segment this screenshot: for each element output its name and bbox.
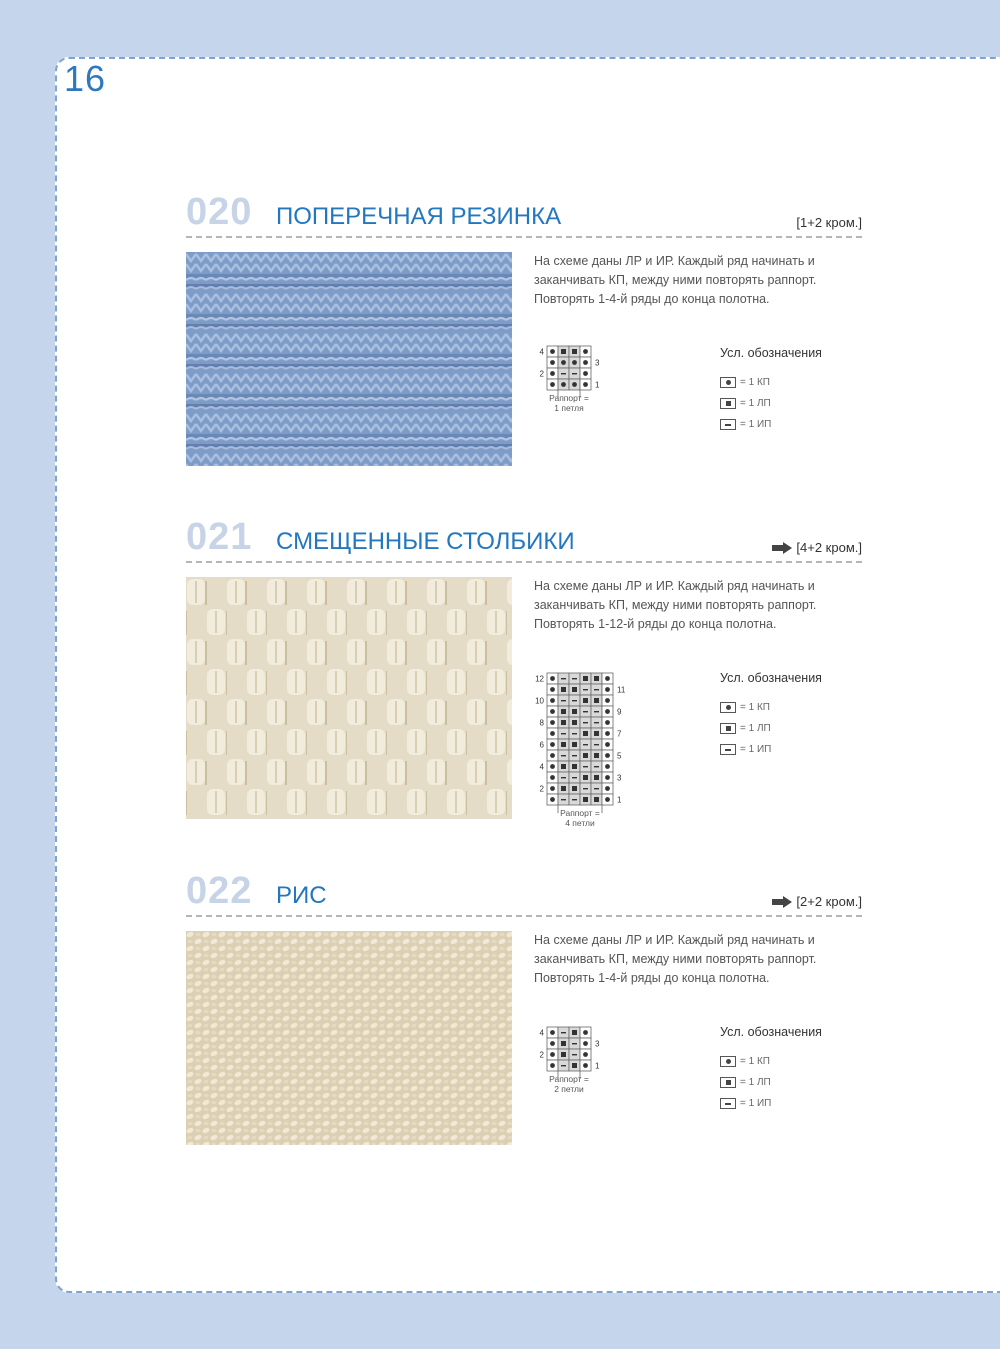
chart-cell: [547, 673, 558, 684]
chart-cell: [547, 739, 558, 750]
chart-cell: [602, 717, 613, 728]
chart-cell: [558, 684, 569, 695]
row-number-label: 11: [617, 685, 626, 695]
chart-cell: [580, 794, 591, 805]
chart-cell: [547, 794, 558, 805]
chart-cell: [547, 750, 558, 761]
rapport-label: 2 петли: [554, 1084, 584, 1094]
chart-cell: [591, 750, 602, 761]
chart-cell: [558, 1027, 569, 1038]
pattern-section-021: [186, 516, 862, 841]
edge-stitches: [772, 540, 862, 555]
pattern-description: На схеме даны ЛР и ИР. Каждый ряд начинать и заканчивать КП, между ними повторять раппорт. Повторять 1-4-й ряды до конца полотна.: [534, 933, 817, 985]
legend: [720, 346, 822, 435]
chart-cell: [580, 684, 591, 695]
chart-cell: [602, 783, 613, 794]
edge-stitches-label: [1+2 кром.]: [796, 215, 862, 230]
chart-cell: [591, 772, 602, 783]
chart-cell: [580, 357, 591, 368]
row-number-label: 2: [539, 1050, 544, 1060]
chart-cell: [558, 695, 569, 706]
chart-cell: [580, 750, 591, 761]
chart-cell: [569, 368, 580, 379]
chart-cell: [580, 739, 591, 750]
square-icon: [720, 398, 736, 409]
chart-cell: [547, 1038, 558, 1049]
dash-icon: [720, 1098, 736, 1109]
chart-cell: [547, 346, 558, 357]
chart-cell: [558, 772, 569, 783]
chart-cell: [569, 379, 580, 390]
rapport-label: Раппорт =: [560, 808, 600, 818]
row-number-label: 4: [539, 762, 544, 772]
row-number-label: 1: [595, 1061, 600, 1071]
chart-cell: [558, 761, 569, 772]
chart-cell: [602, 794, 613, 805]
row-number-label: 5: [617, 751, 622, 761]
chart-cell: [591, 728, 602, 739]
chart-cell: [569, 772, 580, 783]
edge-stitches-label: [2+2 кром.]: [796, 894, 862, 909]
chart-cell: [602, 706, 613, 717]
chart-cell: [547, 783, 558, 794]
rapport-label: 4 петли: [565, 818, 595, 828]
chart-cell: [569, 357, 580, 368]
pattern-description: На схеме даны ЛР и ИР. Каждый ряд начинать и заканчивать КП, между ними повторять раппорт. Повторять 1-4-й ряды до конца полотна.: [534, 254, 817, 306]
legend-title: Усл. обозначения: [720, 1025, 822, 1039]
legend-item-ip: = 1 ИП: [720, 414, 822, 435]
edge-stitches: [796, 215, 862, 230]
legend-item-kp: = 1 КП: [720, 1051, 822, 1072]
chart-cell: [558, 1049, 569, 1060]
chart-cell: [558, 739, 569, 750]
chart-cell: [547, 706, 558, 717]
chart-cell: [569, 695, 580, 706]
chart-cell: [558, 673, 569, 684]
chart-cell: [569, 1060, 580, 1071]
rapport-label: Раппорт =: [549, 1074, 589, 1084]
section-header: [186, 516, 862, 563]
chart-cell: [547, 379, 558, 390]
page-number: 16: [64, 58, 107, 99]
chart-cell: [558, 794, 569, 805]
row-number-label: 12: [535, 674, 544, 684]
chart-cell: [580, 772, 591, 783]
chart-cell: [580, 379, 591, 390]
chart-cell: [602, 761, 613, 772]
chart-cell: [558, 357, 569, 368]
pattern-title: ПОПЕРЕЧНАЯ РЕЗИНКА: [276, 203, 562, 230]
chart-cell: [569, 1049, 580, 1060]
chart-cell: [558, 1060, 569, 1071]
chart-cell: [569, 1038, 580, 1049]
chart-cell: [591, 684, 602, 695]
edge-stitches: [772, 894, 862, 909]
direction-arrow-icon: [772, 896, 792, 908]
chart-cell: [547, 357, 558, 368]
pattern-section-020: [186, 191, 862, 476]
row-number-label: 4: [539, 1028, 544, 1038]
chart-cell: [580, 346, 591, 357]
chart-cell: [569, 346, 580, 357]
chart-cell: [602, 684, 613, 695]
chart-cell: [602, 728, 613, 739]
dash-icon: [720, 744, 736, 755]
chart-cell: [547, 684, 558, 695]
chart-cell: [602, 673, 613, 684]
chart-cell: [580, 717, 591, 728]
legend-item-kp: = 1 КП: [720, 697, 822, 718]
rapport-label: Раппорт =: [549, 393, 589, 403]
chart-cell: [547, 368, 558, 379]
row-number-label: 8: [539, 718, 544, 728]
chart-cell: [580, 706, 591, 717]
chart-cell: [602, 772, 613, 783]
row-number-label: 3: [595, 1039, 600, 1049]
knitting-chart: [534, 344, 614, 436]
knit-swatch-photo: [186, 931, 512, 1145]
pattern-title: РИС: [276, 882, 327, 909]
chart-cell: [547, 1049, 558, 1060]
chart-cell: [591, 761, 602, 772]
direction-arrow-icon: [772, 542, 792, 554]
pattern-section-022: [186, 870, 862, 1155]
chart-cell: [602, 750, 613, 761]
legend-item-kp: = 1 КП: [720, 372, 822, 393]
rapport-label: 1 петля: [554, 403, 584, 413]
knitting-chart: [534, 1025, 614, 1117]
chart-cell: [547, 1027, 558, 1038]
row-number-label: 6: [539, 740, 544, 750]
chart-cell: [547, 728, 558, 739]
chart-cell: [580, 673, 591, 684]
chart-cell: [558, 706, 569, 717]
legend-item-ip: = 1 ИП: [720, 1093, 822, 1114]
chart-cell: [591, 739, 602, 750]
row-number-label: 3: [617, 773, 622, 783]
legend-item-ip: = 1 ИП: [720, 739, 822, 760]
legend-title: Усл. обозначения: [720, 346, 822, 360]
chart-cell: [580, 728, 591, 739]
section-header: [186, 191, 862, 238]
chart-cell: [547, 772, 558, 783]
chart-cell: [569, 717, 580, 728]
chart-cell: [591, 717, 602, 728]
chart-cell: [569, 794, 580, 805]
chart-cell: [558, 728, 569, 739]
row-number-label: 1: [595, 380, 600, 390]
chart-cell: [591, 695, 602, 706]
chart-cell: [547, 1060, 558, 1071]
pattern-number: 022: [186, 870, 253, 912]
pattern-number: 020: [186, 191, 253, 233]
chart-cell: [558, 379, 569, 390]
chart-cell: [580, 783, 591, 794]
chart-cell: [591, 673, 602, 684]
chart-cell: [558, 368, 569, 379]
knitting-chart: [534, 671, 664, 843]
pattern-number: 021: [186, 516, 253, 558]
knit-swatch-photo: [186, 577, 512, 819]
square-icon: [720, 723, 736, 734]
chart-cell: [569, 684, 580, 695]
dot-icon: [720, 377, 736, 388]
chart-cell: [547, 717, 558, 728]
row-number-label: 4: [539, 347, 544, 357]
chart-cell: [558, 783, 569, 794]
chart-cell: [569, 750, 580, 761]
chart-cell: [591, 794, 602, 805]
chart-cell: [569, 783, 580, 794]
chart-cell: [569, 673, 580, 684]
chart-cell: [580, 761, 591, 772]
chart-cell: [558, 346, 569, 357]
chart-cell: [569, 739, 580, 750]
legend-item-lp: = 1 ЛП: [720, 1072, 822, 1093]
chart-cell: [591, 706, 602, 717]
legend-title: Усл. обозначения: [720, 671, 822, 685]
pattern-description: На схеме даны ЛР и ИР. Каждый ряд начинать и заканчивать КП, между ними повторять раппорт. Повторять 1-12-й ряды до конца полотна.: [534, 579, 817, 631]
chart-cell: [580, 1038, 591, 1049]
dot-icon: [720, 702, 736, 713]
chart-cell: [580, 368, 591, 379]
chart-cell: [580, 695, 591, 706]
chart-cell: [558, 750, 569, 761]
chart-cell: [602, 695, 613, 706]
chart-cell: [580, 1060, 591, 1071]
chart-cell: [547, 695, 558, 706]
chart-cell: [569, 728, 580, 739]
chart-cell: [591, 783, 602, 794]
dot-icon: [720, 1056, 736, 1067]
chart-cell: [569, 706, 580, 717]
row-number-label: 10: [535, 696, 544, 706]
legend: [720, 1025, 822, 1114]
row-number-label: 2: [539, 784, 544, 794]
chart-cell: [558, 1038, 569, 1049]
row-number-label: 1: [617, 795, 622, 805]
chart-cell: [558, 717, 569, 728]
row-number-label: 3: [595, 358, 600, 368]
chart-cell: [580, 1049, 591, 1060]
row-number-label: 7: [617, 729, 622, 739]
row-number-label: 2: [539, 369, 544, 379]
chart-cell: [580, 1027, 591, 1038]
chart-cell: [569, 761, 580, 772]
pattern-title: СМЕЩЕННЫЕ СТОЛБИКИ: [276, 528, 575, 555]
legend-item-lp: = 1 ЛП: [720, 718, 822, 739]
dash-icon: [720, 419, 736, 430]
chart-cell: [547, 761, 558, 772]
section-header: [186, 870, 862, 917]
edge-stitches-label: [4+2 кром.]: [796, 540, 862, 555]
legend: [720, 671, 822, 760]
chart-cell: [602, 739, 613, 750]
knit-swatch-photo: [186, 252, 512, 466]
square-icon: [720, 1077, 736, 1088]
row-number-label: 9: [617, 707, 622, 717]
legend-item-lp: = 1 ЛП: [720, 393, 822, 414]
chart-cell: [569, 1027, 580, 1038]
